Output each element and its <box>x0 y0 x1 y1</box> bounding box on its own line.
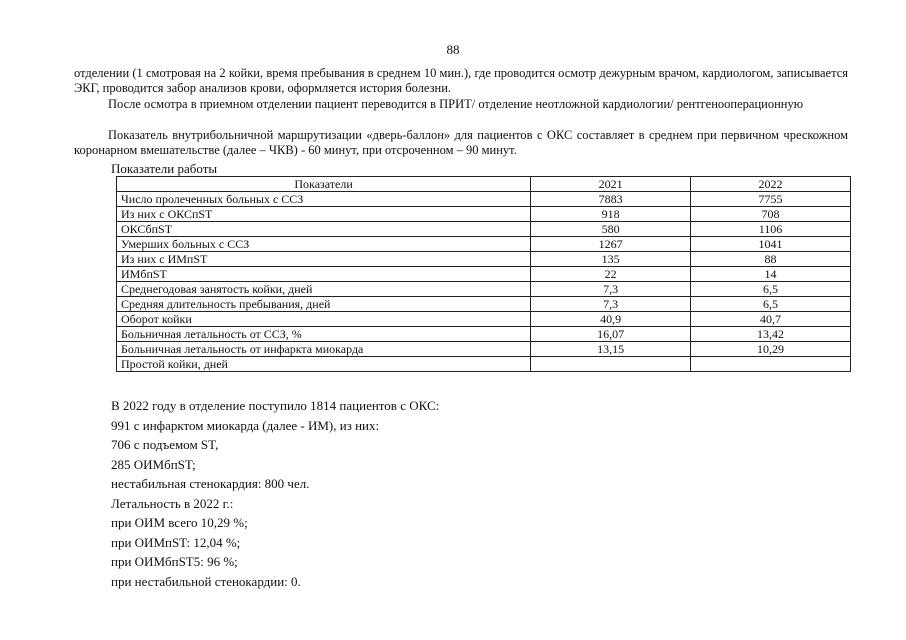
row-value-2021: 7883 <box>531 192 691 207</box>
table-row <box>117 282 851 297</box>
performance-table <box>116 176 851 372</box>
row-value-2021: 16,07 <box>531 327 691 342</box>
row-value-2021: 135 <box>531 252 691 267</box>
row-value-2022: 7755 <box>691 192 851 207</box>
row-value-2021: 13,15 <box>531 342 691 357</box>
summary-line: 285 ОИМбпST; <box>111 456 196 472</box>
table-header-row <box>117 177 851 192</box>
row-value-2021: 40,9 <box>531 312 691 327</box>
row-indicator: Среднегодовая занятость койки, дней <box>117 282 531 297</box>
row-value-2021: 918 <box>531 207 691 222</box>
summary-line: нестабильная стенокардия: 800 чел. <box>111 476 310 491</box>
row-indicator: Из них с ОКСпST <box>117 207 531 222</box>
summary-line: при ОИМ всего 10,29 %; <box>111 515 248 530</box>
summary-line: при ОИМпST: 12,04 %; <box>111 534 241 550</box>
table-row <box>117 267 851 282</box>
summary-list <box>111 396 439 591</box>
summary-line: 991 с инфарктом миокарда (далее - ИМ), из них: <box>111 417 380 433</box>
header-2022: 2022 <box>691 177 851 192</box>
table-row <box>117 297 851 312</box>
row-value-2021 <box>531 357 691 372</box>
summary-line: 706 с подъемом ST, <box>111 437 219 452</box>
row-indicator: ОКСбпST <box>117 222 531 237</box>
row-value-2022: 6,5 <box>691 282 851 297</box>
table-row <box>117 327 851 342</box>
header-indicator: Показатели <box>117 177 531 192</box>
table-row <box>117 222 851 237</box>
row-indicator: Простой койки, дней <box>117 357 531 372</box>
summary-line: В 2022 году в отделение поступило 1814 пациентов с ОКС: <box>111 398 440 413</box>
row-value-2021: 7,3 <box>531 297 691 312</box>
row-value-2022: 1106 <box>691 222 851 237</box>
paragraph-door-to-balloon: Показатель внутрибольничной маршрутизации «дверь-баллон» для пациентов с ОКС составляет в среднем при первичном чрескожном коронарном вмешательстве (далее – ЧКВ) - 60 минут, при отсроченном – 90 минут. <box>74 128 848 157</box>
page-number: 88 <box>446 42 460 57</box>
row-indicator: Больничная летальность от инфаркта миокарда <box>117 342 531 357</box>
row-indicator: Больничная летальность от ССЗ, % <box>117 327 531 342</box>
row-value-2022 <box>691 357 851 372</box>
row-value-2022: 6,5 <box>691 297 851 312</box>
table-row <box>117 252 851 267</box>
summary-line: при ОИМбпST5: 96 %; <box>111 554 238 569</box>
row-value-2021: 7,3 <box>531 282 691 297</box>
row-value-2022: 13,42 <box>691 327 851 342</box>
table-row <box>117 192 851 207</box>
table-row <box>117 342 851 357</box>
row-indicator: Средняя длительность пребывания, дней <box>117 297 531 312</box>
row-indicator: Из них с ИМпST <box>117 252 531 267</box>
paragraph-transfer: После осмотра в приемном отделении пациент переводится в ПРИТ/ отделение неотложной кардиологии/ рентгенооперационную <box>108 97 804 111</box>
row-indicator: ИМбпST <box>117 267 531 282</box>
row-value-2022: 14 <box>691 267 851 282</box>
table-row <box>117 207 851 222</box>
row-value-2022: 10,29 <box>691 342 851 357</box>
paragraph-admission: отделении (1 смотровая на 2 койки, время пребывания в среднем 10 мин.), где проводится осмотр дежурным врачом, кардиологом, записывается ЭКГ, проводится забор анализов крови, оформляется история болезни. <box>74 66 848 95</box>
row-value-2022: 88 <box>691 252 851 267</box>
row-indicator: Оборот койки <box>117 312 531 327</box>
row-value-2021: 22 <box>531 267 691 282</box>
row-indicator: Умерших больных с ССЗ <box>117 237 531 252</box>
header-2021: 2021 <box>531 177 691 192</box>
summary-line: при нестабильной стенокардии: 0. <box>111 573 301 589</box>
row-value-2022: 40,7 <box>691 312 851 327</box>
row-value-2022: 708 <box>691 207 851 222</box>
row-value-2021: 580 <box>531 222 691 237</box>
row-value-2022: 1041 <box>691 237 851 252</box>
row-indicator: Число пролеченных больных с ССЗ <box>117 192 531 207</box>
table-row <box>117 357 851 372</box>
table-row <box>117 312 851 327</box>
table-caption: Показатели работы <box>111 161 218 176</box>
summary-line: Летальность в 2022 г.: <box>111 495 234 511</box>
table-row <box>117 237 851 252</box>
row-value-2021: 1267 <box>531 237 691 252</box>
